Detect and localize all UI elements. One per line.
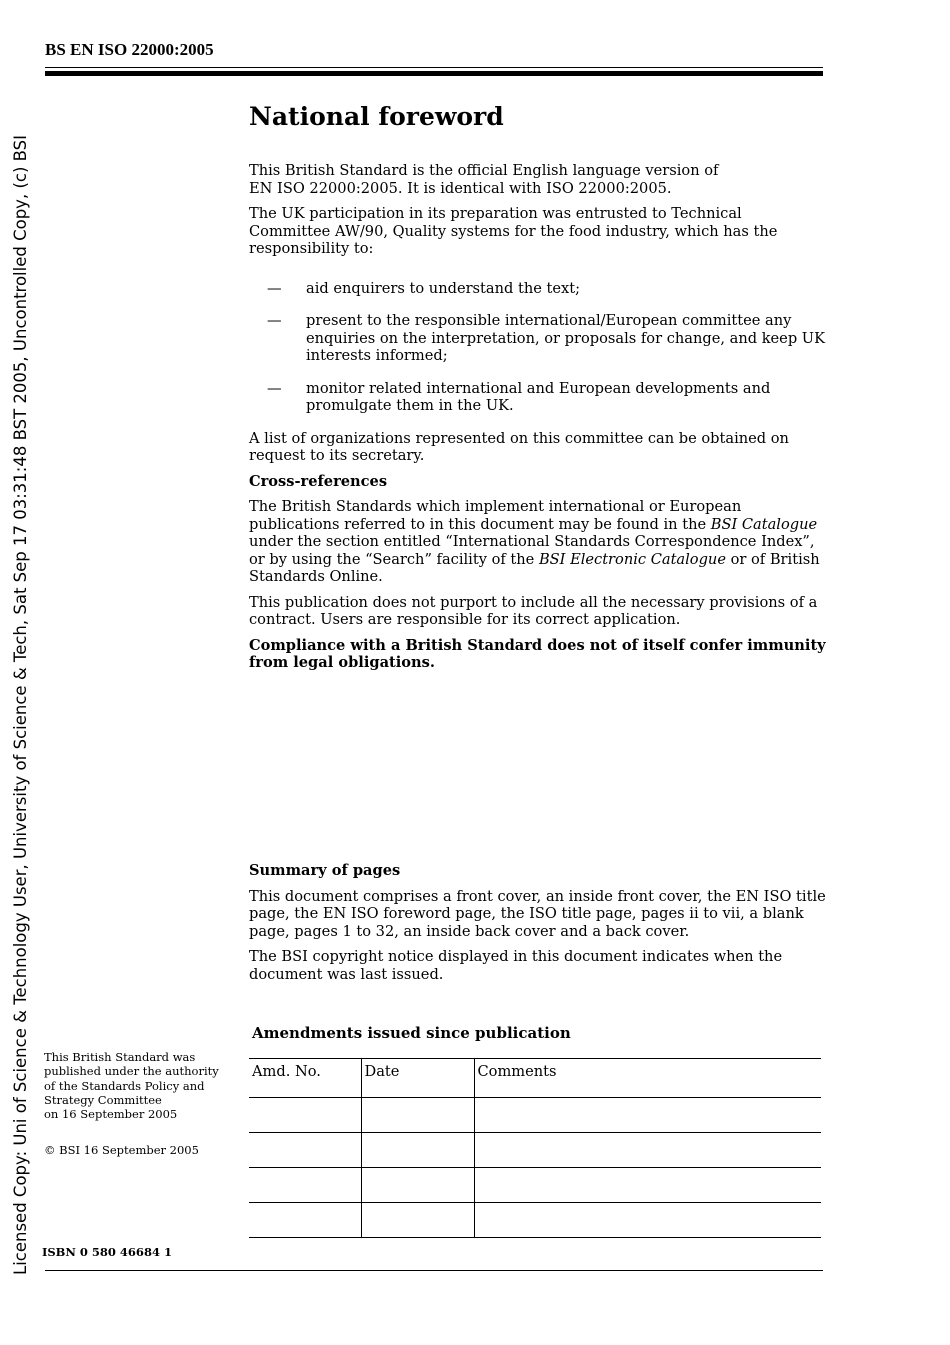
copyright-notice: © BSI 16 September 2005 bbox=[44, 1143, 199, 1157]
column-header-comments: Comments bbox=[474, 1059, 821, 1098]
table-cell bbox=[249, 1133, 361, 1168]
bsi-catalogue-title: BSI Catalogue bbox=[710, 515, 818, 533]
crossref-text-a: The British Standards which implement international or European publications referred to in this document may be found in the bbox=[249, 498, 742, 533]
header-rule-thick bbox=[45, 71, 823, 76]
header-rule-thin bbox=[45, 67, 823, 68]
foreword-section bbox=[249, 100, 827, 672]
notice-line: This British Standard was bbox=[44, 1050, 196, 1064]
table-row bbox=[249, 1203, 821, 1238]
list-item bbox=[249, 312, 827, 365]
table-cell bbox=[361, 1133, 474, 1168]
intro-paragraph-1: This British Standard is the official English language version of EN ISO 22000:2005. It is identical with ISO 22000:2005. bbox=[249, 162, 719, 197]
table-cell bbox=[249, 1203, 361, 1238]
table-row bbox=[249, 1133, 821, 1168]
column-header-amd-no: Amd. No. bbox=[249, 1059, 361, 1098]
table-cell bbox=[474, 1168, 821, 1203]
responsibility-list bbox=[249, 280, 827, 415]
crossref-text-c: under the section entitled “International Standards Correspondence Index”, or by using the “Search” facility of the bbox=[249, 533, 815, 568]
column-header-date: Date bbox=[361, 1059, 474, 1098]
dash-marker: — bbox=[267, 312, 282, 329]
list-item bbox=[249, 280, 827, 298]
publication-notice bbox=[44, 1050, 229, 1121]
table-cell bbox=[249, 1168, 361, 1203]
amendments-title: Amendments issued since publication bbox=[252, 1024, 571, 1042]
notice-line: Strategy Committee bbox=[44, 1092, 162, 1107]
footer-rule bbox=[45, 1270, 823, 1271]
table-row bbox=[249, 1098, 821, 1133]
list-item-text: present to the responsible international/European committee any enquiries on the interpretation, or proposals for change, and keep UK interests informed; bbox=[306, 312, 826, 364]
summary-heading: Summary of pages bbox=[249, 862, 401, 879]
table-row bbox=[249, 1168, 821, 1203]
notice-line: of the Standards Policy and bbox=[44, 1078, 205, 1093]
table-header-row bbox=[249, 1059, 821, 1098]
dash-marker: — bbox=[267, 379, 282, 397]
bsi-electronic-catalogue-title: BSI Electronic Catalogue bbox=[538, 550, 726, 568]
compliance-statement: Compliance with a British Standard does not of itself confer immunity from legal obligations. bbox=[249, 636, 826, 671]
table-cell bbox=[474, 1203, 821, 1238]
list-item-text: monitor related international and European developments and promulgate them in the UK. bbox=[306, 379, 771, 414]
watermark-vertical-text: Licensed Copy: Uni of Science & Technology User, University of Science & Tech, Sat Sep 17 03:31:48 BST 2005, Uncontrolled Copy, (c) BSI bbox=[11, 135, 30, 1275]
list-item-text: aid enquirers to understand the text; bbox=[306, 279, 581, 297]
dash-marker: — bbox=[267, 279, 282, 297]
document-identifier: BS EN ISO 22000:2005 bbox=[45, 40, 214, 59]
table-cell bbox=[249, 1098, 361, 1133]
list-item bbox=[249, 380, 827, 415]
summary-paragraph-2: The BSI copyright notice displayed in this document indicates when the document was last issued. bbox=[249, 948, 783, 983]
table-cell bbox=[474, 1133, 821, 1168]
amendments-table bbox=[249, 1058, 821, 1238]
notice-line: on 16 September 2005 bbox=[44, 1107, 178, 1122]
page-title: National foreword bbox=[249, 102, 504, 131]
table-cell bbox=[361, 1098, 474, 1133]
summary-paragraph-1: This document comprises a front cover, an inside front cover, the EN ISO title page, the EN ISO foreword page, the ISO title page, pages ii to vii, a blank page, pages 1 to 32, an inside back cover and a back cover. bbox=[249, 887, 826, 940]
intro-paragraph-2: The UK participation in its preparation was entrusted to Technical Committee AW/90, Quality systems for the food industry, which has the responsibility to: bbox=[249, 205, 778, 257]
summary-section bbox=[249, 862, 827, 983]
committee-list-paragraph: A list of organizations represented on this committee can be obtained on request to its secretary. bbox=[249, 429, 789, 464]
provisions-paragraph: This publication does not purport to include all the necessary provisions of a contract. Users are responsible for its correct application. bbox=[249, 593, 818, 628]
crossref-text-e: or of British Standards Online. bbox=[249, 550, 820, 585]
table-cell bbox=[361, 1203, 474, 1238]
isbn: ISBN 0 580 46684 1 bbox=[42, 1245, 172, 1259]
table-cell bbox=[361, 1168, 474, 1203]
table-cell bbox=[474, 1098, 821, 1133]
notice-line: published under the authority bbox=[44, 1064, 219, 1079]
cross-references-paragraph bbox=[249, 498, 827, 586]
cross-references-heading: Cross-references bbox=[249, 472, 388, 490]
